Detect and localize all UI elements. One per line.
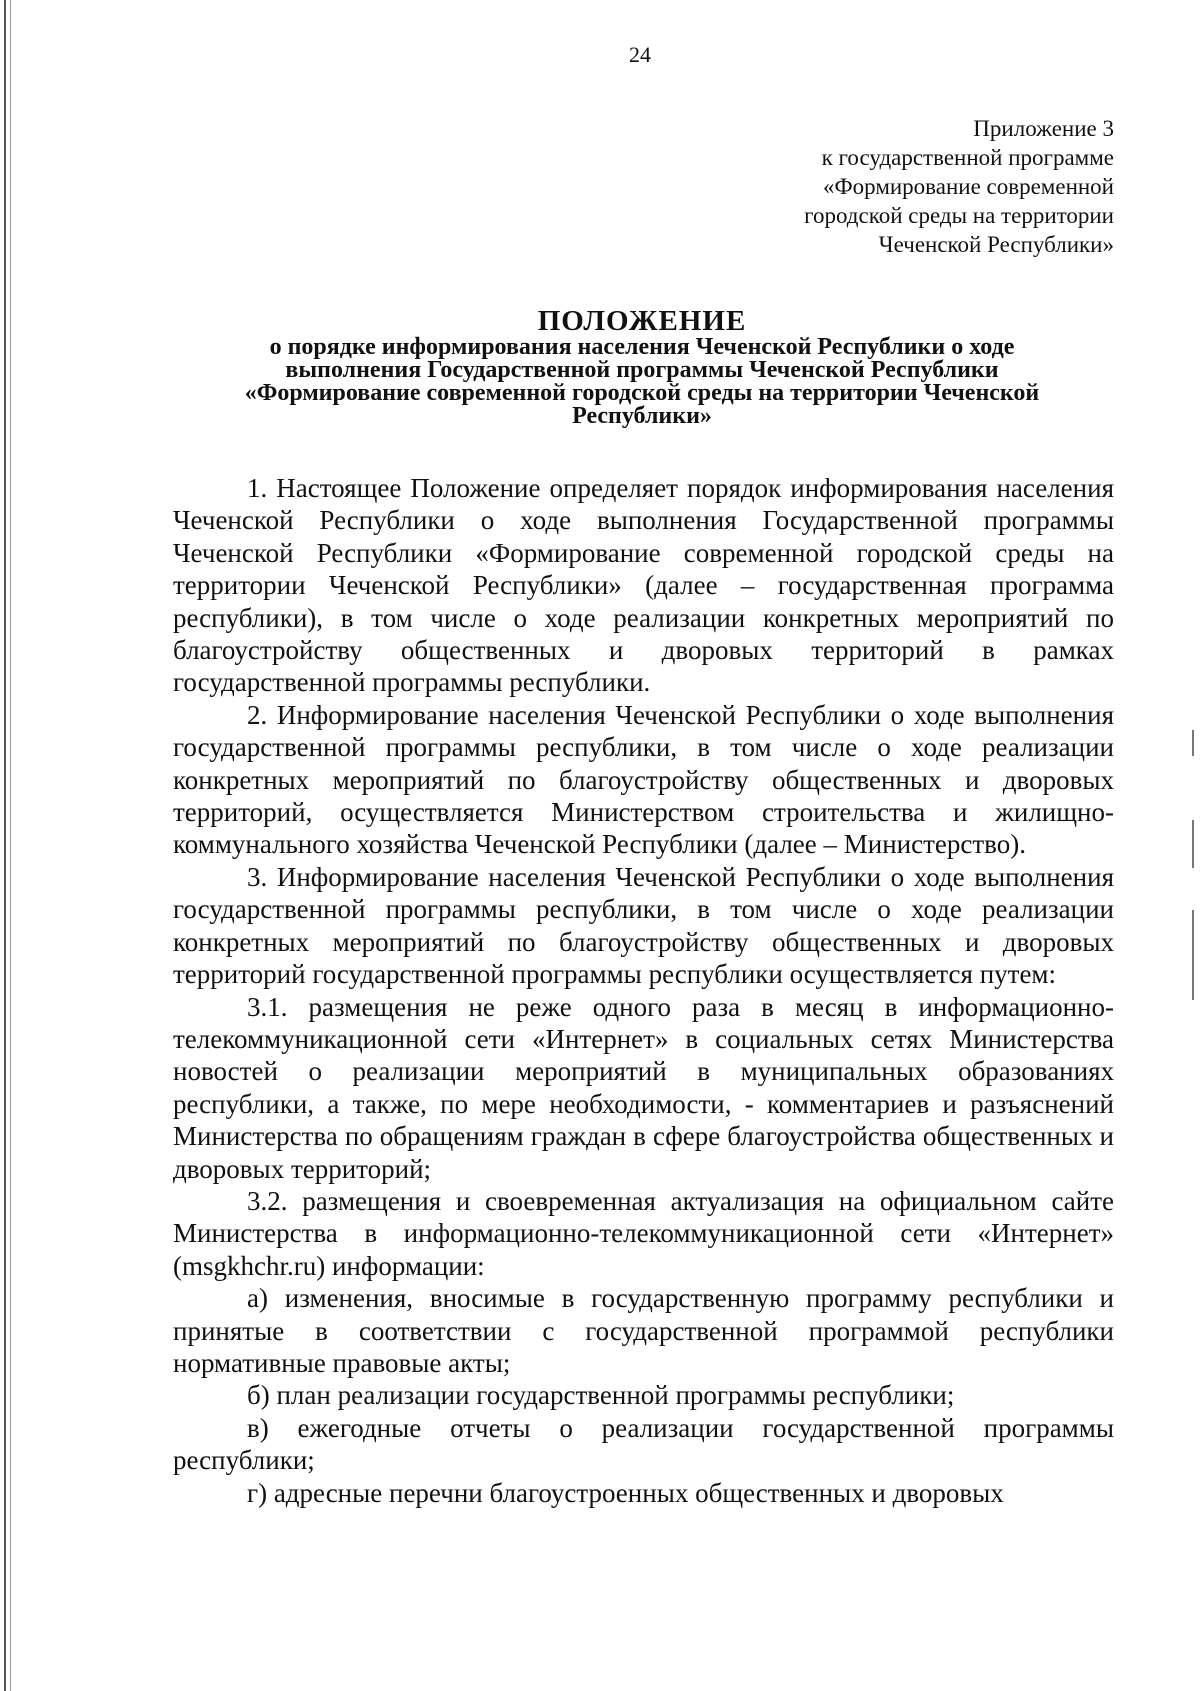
appendix-header	[654, 114, 1114, 259]
title-line: «Формирование современной городской среды на территории Чеченской	[244, 380, 1040, 406]
list-item-v: в) ежегодные отчеты о реализации государственной программы республики;	[173, 1412, 1114, 1476]
title-line: выполнения Государственной программы Чеченской Республики	[285, 357, 999, 383]
document-body	[173, 472, 1114, 1509]
paragraph-3-2: 3.2. размещения и своевременная актуализация на официальном сайте Министерства в информационно-телекоммуникационной сети «Интернет» (msgkhchr.ru) информации:	[173, 1185, 1114, 1281]
title-main: ПОЛОЖЕНИЕ	[537, 305, 747, 337]
appendix-line: к государственной программе	[821, 145, 1114, 170]
paragraph-3-1: 3.1. размещения не реже одного раза в месяц в информационно-телекоммуникационной сети «Интернет» в социальных сетях Министерства новостей о реализации мероприятий в муниципальных образованиях республики, а также, по мере необходимости, - комментариев и разъяснений Министерства по обращениям граждан в сфере благоустройства общественных и дворовых территорий;	[173, 991, 1114, 1184]
appendix-line: городской среды на территории	[804, 203, 1114, 228]
appendix-line: «Формирование современной	[823, 174, 1114, 199]
appendix-line: Приложение 3	[973, 116, 1114, 141]
paragraph-2: 2. Информирование населения Чеченской Республики о ходе выполнения государственной программы республики, в том числе о ходе реализации конкретных мероприятий по благоустройству общественных и дворовых территорий, осуществляется Министерством строительства и жилищно-коммунального хозяйства Чеченской Республики (далее – Министерство).	[173, 699, 1114, 860]
title-line: Республики»	[572, 403, 712, 429]
paragraph-3: 3. Информирование населения Чеченской Республики о ходе выполнения государственной программы республики, в том числе о ходе реализации конкретных мероприятий по благоустройству общественных и дворовых территорий государственной программы республики осуществляется путем:	[173, 861, 1114, 990]
appendix-line: Чеченской Республики»	[878, 232, 1114, 257]
document-title	[170, 306, 1114, 428]
title-line: о порядке информирования населения Чеченской Республики о ходе	[269, 334, 1015, 360]
page-number: 24	[629, 42, 651, 67]
list-item-g: г) адресные перечни благоустроенных общественных и дворовых	[247, 1477, 1004, 1508]
list-item-a: а) изменения, вносимые в государственную программу республики и принятые в соответствии с государственной программой республики нормативные правовые акты;	[173, 1283, 1114, 1378]
list-item-b: б) план реализации государственной программы республики;	[247, 1380, 955, 1411]
paragraph-1: 1. Настоящее Положение определяет порядок информирования населения Чеченской Республики о ходе выполнения Государственной программы Чеченской Республики «Формирование современной городской среды на территории Чеченской Республики» (далее – государственная программа республики), в том числе о ходе реализации конкретных мероприятий по благоустройству общественных и дворовых территорий в рамках государственной программы республики.	[173, 473, 1114, 698]
